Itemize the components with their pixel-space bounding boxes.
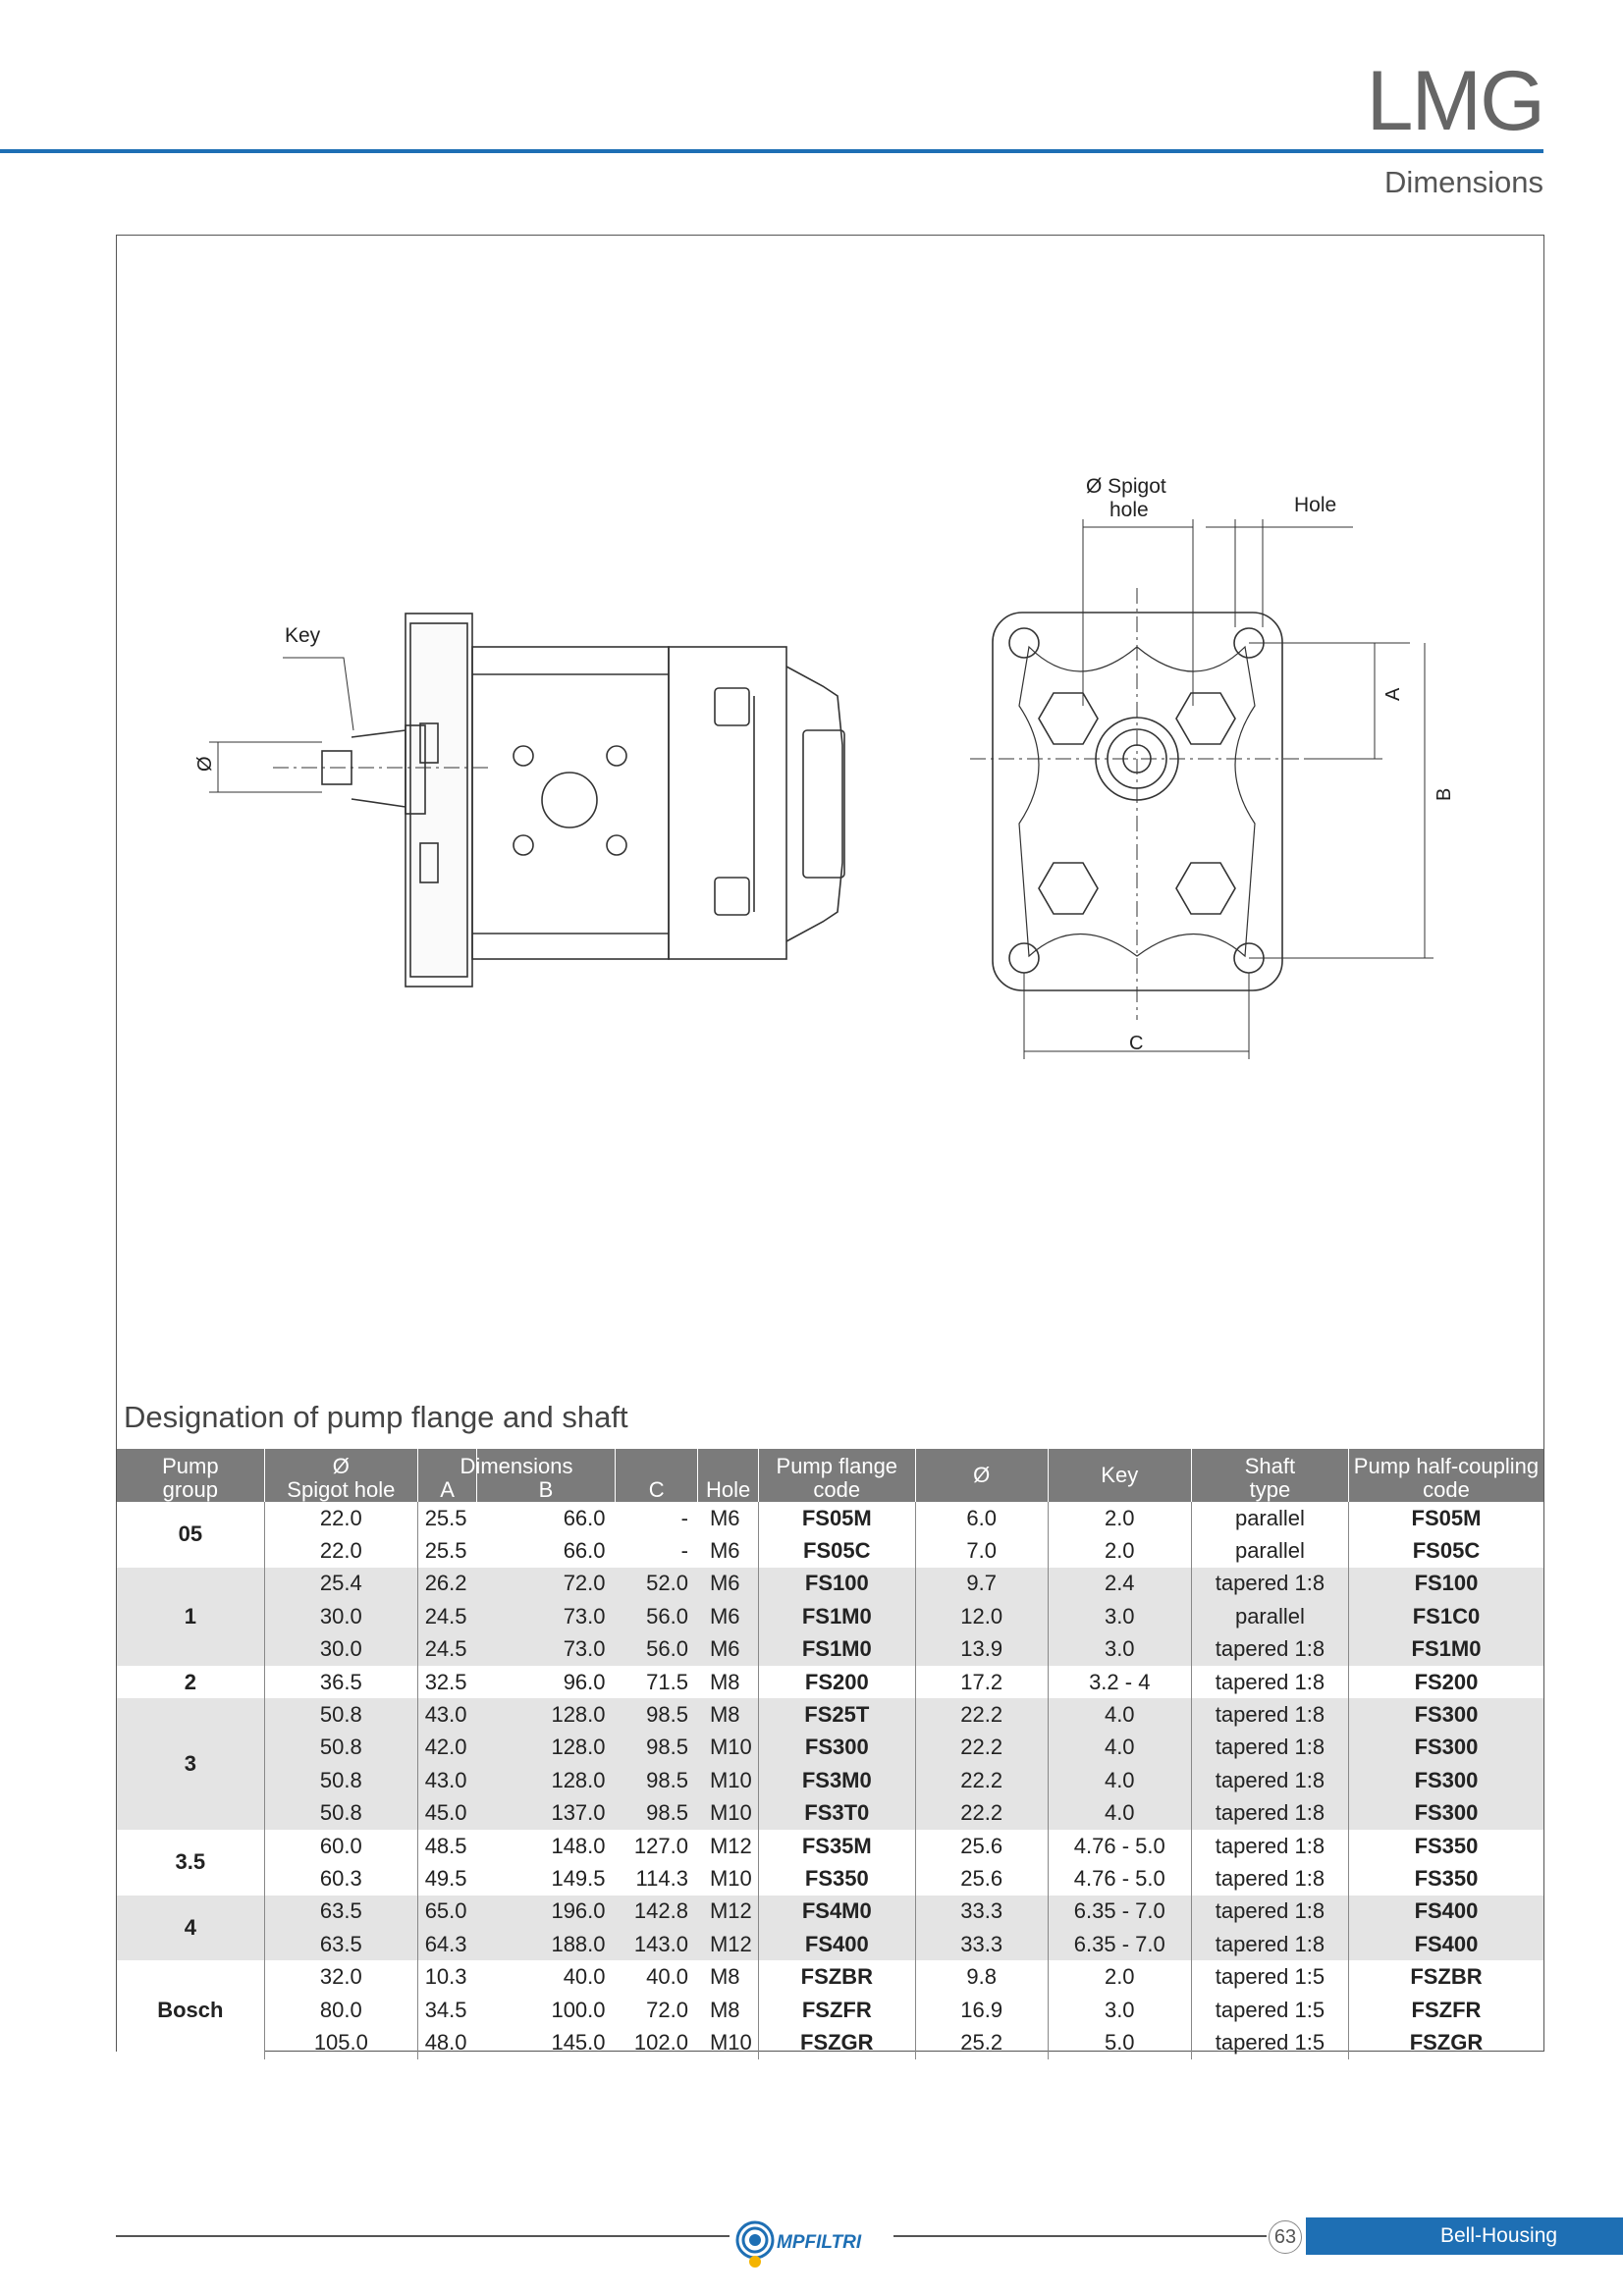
- hole-label: Hole: [1294, 494, 1337, 516]
- table-cell: 137.0: [477, 1797, 616, 1830]
- table-cell: 24.5: [418, 1633, 477, 1666]
- table-cell: 4.0: [1048, 1698, 1191, 1731]
- table-cell: FS1M0: [758, 1633, 915, 1666]
- table-cell: FS300: [1348, 1797, 1543, 1830]
- table-cell: parallel: [1191, 1534, 1348, 1567]
- table-cell: 43.0: [418, 1764, 477, 1796]
- table-cell: 52.0: [616, 1568, 698, 1600]
- table-row: [117, 1994, 1543, 2026]
- table-cell: 63.5: [264, 1928, 417, 1960]
- table-cell: -: [680, 1538, 688, 1564]
- table-cell: M10: [698, 2026, 758, 2058]
- table-cell: 10.3: [424, 1964, 467, 1990]
- table-cell: 72.0: [646, 1997, 688, 2022]
- dim-b-label: B: [1434, 787, 1455, 801]
- table-row: [117, 1862, 1543, 1895]
- table-cell: FS100: [1348, 1568, 1543, 1600]
- table-cell: 73.0: [477, 1600, 616, 1632]
- section-bar: Bell-Housing: [1306, 2217, 1623, 2255]
- table-row: [117, 1600, 1543, 1632]
- pump-group-cell: 2: [117, 1666, 264, 1698]
- table-cell: M10: [698, 1732, 758, 1764]
- table-cell: FS05C: [1412, 1538, 1481, 1564]
- table-row: [117, 1960, 1543, 1993]
- table-cell: 22.2: [915, 1764, 1048, 1796]
- table-row: [117, 1534, 1543, 1567]
- section-title: Designation of pump flange and shaft: [124, 1400, 628, 1434]
- table-row: [117, 1633, 1543, 1666]
- table-cell: FS400: [1348, 1928, 1543, 1960]
- table-cell: 149.5: [551, 1865, 606, 1891]
- table-cell: FS05M: [758, 1502, 915, 1534]
- table-cell: FS200: [758, 1666, 915, 1698]
- table-cell: FS3T0: [758, 1797, 915, 1830]
- table-cell: FSZBR: [758, 1960, 915, 1993]
- table-cell: FS350: [1414, 1833, 1479, 1858]
- table-cell: 4.76 - 5.0: [1048, 1862, 1191, 1895]
- side-diameter-label: Ø: [194, 756, 216, 772]
- table-row: [117, 1568, 1543, 1600]
- table-cell: M6: [698, 1502, 758, 1534]
- table-cell: 33.3: [915, 1928, 1048, 1960]
- table-cell: tapered 1:8: [1191, 1928, 1348, 1960]
- table-cell: 33.3: [915, 1896, 1048, 1928]
- col-flange: Pump flange code: [758, 1449, 915, 1502]
- pump-group-cell: 3.5: [117, 1830, 264, 1896]
- col-coupling: Pump half-coupling code: [1348, 1449, 1543, 1502]
- table-cell: 71.5: [646, 1669, 688, 1694]
- table-cell: M12: [698, 1830, 758, 1862]
- table-cell: 12.0: [915, 1600, 1048, 1632]
- table-cell: 98.5: [616, 1764, 698, 1796]
- table-cell: FS300: [1348, 1698, 1543, 1731]
- table-cell: FS25T: [758, 1698, 915, 1731]
- table-cell: 32.0: [264, 1960, 417, 1993]
- header-rule: [0, 149, 1543, 153]
- table-cell: 60.0: [264, 1830, 417, 1862]
- table-cell: 4.0: [1048, 1764, 1191, 1796]
- table-cell: 25.4: [264, 1568, 417, 1600]
- table-row: [117, 1666, 1543, 1698]
- table-cell: M6: [698, 1633, 758, 1666]
- table-cell: M6: [698, 1568, 758, 1600]
- table-cell: FS200: [1414, 1669, 1479, 1694]
- table-cell: 36.5: [264, 1666, 417, 1698]
- dim-c-label: C: [1129, 1033, 1144, 1054]
- table-cell: 65.0: [418, 1896, 477, 1928]
- table-row: [117, 1830, 1543, 1862]
- table-cell: tapered 1:8: [1191, 1862, 1348, 1895]
- table-cell: 22.2: [915, 1797, 1048, 1830]
- table-cell: 22.2: [915, 1698, 1048, 1731]
- table-cell: FS300: [1348, 1764, 1543, 1796]
- table-cell: tapered 1:8: [1191, 1830, 1348, 1862]
- table-cell: 25.6: [915, 1830, 1048, 1862]
- table-cell: FS300: [1348, 1732, 1543, 1764]
- table-cell: 127.0: [633, 1833, 688, 1858]
- table-cell: FS400: [1348, 1896, 1543, 1928]
- table-cell: 100.0: [551, 1997, 606, 2022]
- table-cell: 22.0: [264, 1534, 417, 1567]
- table-cell: 73.0: [477, 1633, 616, 1666]
- pump-group-cell: Bosch: [117, 1960, 264, 2058]
- table-cell: FS35M: [758, 1830, 915, 1862]
- col-pump-group: Pump group: [117, 1449, 264, 1502]
- table-cell: 196.0: [477, 1896, 616, 1928]
- table-cell: 4.76 - 5.0: [1048, 1830, 1191, 1862]
- table-cell: FS400: [758, 1928, 915, 1960]
- table-cell: M6: [698, 1600, 758, 1632]
- table-cell: FS05M: [1411, 1505, 1482, 1530]
- table-cell: M8: [698, 1666, 758, 1698]
- technical-drawing: [116, 235, 1544, 1393]
- table-cell: 30.0: [264, 1633, 417, 1666]
- table-cell: M6: [698, 1534, 758, 1567]
- table-cell: FS3M0: [758, 1764, 915, 1796]
- table-cell: 40.0: [563, 1964, 606, 1990]
- table-cell: tapered 1:8: [1191, 1732, 1348, 1764]
- table-cell: FS300: [758, 1732, 915, 1764]
- table-cell: 50.8: [264, 1698, 417, 1731]
- table-cell: 98.5: [616, 1698, 698, 1731]
- table-cell: FS1C0: [1348, 1600, 1543, 1632]
- table-row: [117, 1797, 1543, 1830]
- table-cell: FSZGR: [758, 2026, 915, 2058]
- table-cell: M10: [698, 1764, 758, 1796]
- table-cell: 7.0: [915, 1534, 1048, 1567]
- table-cell: 145.0: [551, 2029, 606, 2055]
- pump-group-cell: 3: [117, 1698, 264, 1830]
- table-cell: 105.0: [264, 2026, 417, 2058]
- table-cell: 25.6: [915, 1862, 1048, 1895]
- table-row: [117, 1928, 1543, 1960]
- table-cell: 148.0: [551, 1833, 606, 1858]
- table-cell: 128.0: [477, 1732, 616, 1764]
- col-c: C: [616, 1449, 698, 1502]
- table-cell: 102.0: [633, 2029, 688, 2055]
- col-b: Dimensions B: [477, 1449, 616, 1502]
- table-cell: 64.3: [418, 1928, 477, 1960]
- page-subtitle: Dimensions: [1384, 165, 1543, 199]
- table-cell: 13.9: [915, 1633, 1048, 1666]
- table-cell: 40.0: [646, 1964, 688, 1990]
- table-cell: 25.5: [424, 1505, 467, 1530]
- table-cell: 60.3: [264, 1862, 417, 1895]
- table-cell: 114.3: [635, 1865, 688, 1891]
- table-cell: FS350: [758, 1862, 915, 1895]
- table-cell: tapered 1:8: [1191, 1797, 1348, 1830]
- table-cell: 3.0: [1048, 1600, 1191, 1632]
- table-cell: 6.35 - 7.0: [1048, 1896, 1191, 1928]
- table-cell: 66.0: [563, 1538, 606, 1564]
- table-cell: -: [680, 1505, 688, 1530]
- table-cell: 32.5: [424, 1669, 467, 1694]
- table-cell: 66.0: [563, 1505, 606, 1530]
- table-cell: 188.0: [477, 1928, 616, 1960]
- table-cell: FSZFR: [1411, 1997, 1482, 2022]
- table-cell: 45.0: [418, 1797, 477, 1830]
- table-cell: FS4M0: [758, 1896, 915, 1928]
- table-cell: M12: [698, 1928, 758, 1960]
- table-cell: M8: [698, 1698, 758, 1731]
- table-cell: FS1M0: [758, 1600, 915, 1632]
- designation-table: [117, 1449, 1543, 2059]
- table-cell: 50.8: [264, 1764, 417, 1796]
- footer-rule-right: [893, 2235, 1267, 2237]
- table-cell: 9.7: [915, 1568, 1048, 1600]
- dim-a-label: A: [1382, 687, 1404, 701]
- table-cell: parallel: [1191, 1600, 1348, 1632]
- table-row: [117, 2026, 1543, 2058]
- table-cell: M8: [698, 1960, 758, 1993]
- table-cell: FS100: [758, 1568, 915, 1600]
- table-cell: 128.0: [477, 1698, 616, 1731]
- table-cell: 24.5: [418, 1600, 477, 1632]
- table-cell: 16.9: [915, 1994, 1048, 2026]
- table-cell: 30.0: [264, 1600, 417, 1632]
- table-body: [117, 1502, 1543, 2059]
- table-cell: 142.8: [616, 1896, 698, 1928]
- table-cell: 43.0: [418, 1698, 477, 1731]
- table-cell: 56.0: [616, 1600, 698, 1632]
- table-cell: FS05C: [758, 1534, 915, 1567]
- page-title: LMG: [1366, 54, 1543, 148]
- table-cell: 143.0: [616, 1928, 698, 1960]
- table-row: [117, 1764, 1543, 1796]
- table-row: [117, 1896, 1543, 1928]
- table-cell: 72.0: [477, 1568, 616, 1600]
- table-cell: 48.5: [424, 1833, 467, 1858]
- table-cell: 56.0: [616, 1633, 698, 1666]
- table-cell: FSZBR: [1410, 1964, 1483, 1990]
- table-cell: 6.0: [915, 1502, 1048, 1534]
- table-cell: 5.0: [1048, 2026, 1191, 2058]
- table-cell: tapered 1:8: [1191, 1568, 1348, 1600]
- table-cell: 96.0: [563, 1669, 606, 1694]
- table-row: [117, 1502, 1543, 1534]
- table-cell: 6.35 - 7.0: [1048, 1928, 1191, 1960]
- pump-group-cell: 05: [117, 1502, 264, 1568]
- table-cell: 98.5: [616, 1797, 698, 1830]
- table-cell: M12: [698, 1896, 758, 1928]
- table-cell: FS1M0: [1348, 1633, 1543, 1666]
- table-cell: M8: [698, 1994, 758, 2026]
- table-cell: FS350: [1414, 1865, 1479, 1891]
- table-cell: 2.0: [1048, 1960, 1191, 1993]
- table-cell: 9.8: [915, 1960, 1048, 1993]
- table-cell: FSZFR: [758, 1994, 915, 2026]
- table-cell: M10: [698, 1797, 758, 1830]
- table-cell: 50.8: [264, 1797, 417, 1830]
- table-cell: tapered 1:8: [1191, 1666, 1348, 1698]
- footer-rule-left: [116, 2235, 730, 2237]
- table-cell: 22.2: [915, 1732, 1048, 1764]
- brand-name: MPFILTRI: [777, 2232, 862, 2253]
- col-hole: Hole: [698, 1449, 758, 1502]
- side-view: [209, 614, 844, 987]
- table-cell: 22.0: [264, 1502, 417, 1534]
- table-header-row: [117, 1449, 1543, 1502]
- table-cell: tapered 1:5: [1191, 1960, 1348, 1993]
- table-cell: 42.0: [418, 1732, 477, 1764]
- col-a: A: [418, 1449, 477, 1502]
- table-cell: 2.0: [1048, 1534, 1191, 1567]
- spigot-label-2: hole: [1109, 499, 1149, 521]
- table-cell: tapered 1:8: [1191, 1896, 1348, 1928]
- table-cell: FSZGR: [1409, 2029, 1484, 2055]
- table-cell: 25.2: [915, 2026, 1048, 2058]
- page-number: 63: [1269, 2220, 1302, 2254]
- table-cell: 3.2 - 4: [1048, 1666, 1191, 1698]
- table-cell: 4.0: [1048, 1732, 1191, 1764]
- col-shaft: Shaft type: [1191, 1449, 1348, 1502]
- table-cell: M10: [698, 1862, 758, 1895]
- table-cell: tapered 1:8: [1191, 1764, 1348, 1796]
- table-cell: tapered 1:8: [1191, 1633, 1348, 1666]
- table-cell: 49.5: [424, 1865, 467, 1891]
- table-cell: tapered 1:5: [1191, 1994, 1348, 2026]
- table-cell: 26.2: [418, 1568, 477, 1600]
- pump-group-cell: 1: [117, 1568, 264, 1666]
- table-cell: 2.0: [1048, 1502, 1191, 1534]
- table-cell: 80.0: [264, 1994, 417, 2026]
- col-key: Key: [1048, 1449, 1191, 1502]
- table-cell: 3.0: [1048, 1633, 1191, 1666]
- table-cell: 128.0: [477, 1764, 616, 1796]
- front-view: [970, 519, 1434, 1059]
- pump-group-cell: 4: [117, 1896, 264, 1961]
- table-cell: 25.5: [424, 1538, 467, 1564]
- table-cell: 3.0: [1048, 1994, 1191, 2026]
- table-cell: 48.0: [424, 2029, 467, 2055]
- table-cell: tapered 1:5: [1191, 2026, 1348, 2058]
- table-cell: 4.0: [1048, 1797, 1191, 1830]
- table-row: [117, 1732, 1543, 1764]
- table-cell: 34.5: [424, 1997, 467, 2022]
- table-cell: parallel: [1191, 1502, 1348, 1534]
- table-cell: 63.5: [264, 1896, 417, 1928]
- col-dia: Ø: [915, 1449, 1048, 1502]
- spigot-label: Ø Spigot: [1086, 475, 1166, 498]
- key-label: Key: [285, 624, 321, 647]
- table-cell: 17.2: [915, 1666, 1048, 1698]
- table-cell: 2.4: [1048, 1568, 1191, 1600]
- table-cell: 50.8: [264, 1732, 417, 1764]
- table-row: [117, 1698, 1543, 1731]
- table-cell: 98.5: [616, 1732, 698, 1764]
- table-cell: tapered 1:8: [1191, 1698, 1348, 1731]
- col-spigot: Ø Spigot hole: [264, 1449, 417, 1502]
- brand-logo: [731, 2218, 898, 2273]
